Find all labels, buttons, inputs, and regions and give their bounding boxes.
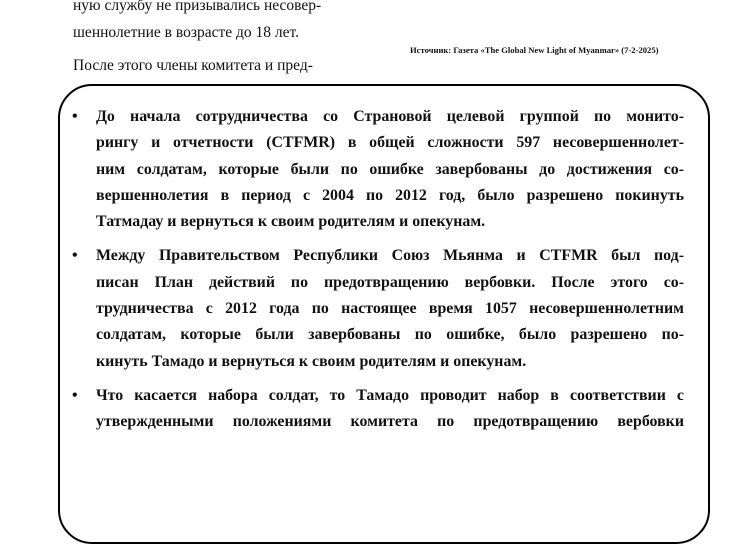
bullet-item xyxy=(72,383,684,436)
bullet-line: утвержденными положениями комитета по предотвращению вербовки xyxy=(96,413,684,431)
bullet-line: вершеннолетия в период с 2004 по 2012 год, было разрешено покинуть xyxy=(96,186,684,204)
bullet-line: Татмадау и вернуться к своим родителям и опекунам. xyxy=(96,213,486,231)
bullet-line: ним солдатам, которые были по ошибке завербованы до достижения со- xyxy=(96,160,684,178)
article-column-fragment xyxy=(73,0,363,79)
bullet-line: писан План действий по предотвращению вербовки. После этого со- xyxy=(96,273,684,291)
bullet-line: Между Правительством Республики Союз Мьянма и CTFMR был под- xyxy=(96,247,684,265)
bullet-line: кинуть Тамадо и вернуться к своим родителям и опекунам. xyxy=(96,352,527,370)
column-line: После этого члены комитета и пред- xyxy=(73,57,313,74)
bullet-line: солдатам, которые были завербованы по ошибке, было разрешено по- xyxy=(96,326,684,344)
bullet-dot: • xyxy=(72,247,78,265)
bullet-list xyxy=(72,104,684,444)
bullet-item xyxy=(72,243,684,374)
bullet-line: рингу и отчетности (CTFMR) в общей сложности 597 несовершеннолет- xyxy=(96,134,684,152)
bullet-item xyxy=(72,104,684,235)
bullet-dot: • xyxy=(72,386,78,404)
bullet-line: трудничества с 2012 года по настоящее время 1057 несовершеннолетним xyxy=(96,300,684,318)
column-line: шеннолетние в возрасте до 18 лет. xyxy=(73,24,299,41)
bullet-dot: • xyxy=(72,108,78,125)
bullet-line: До начала сотрудничества со Страновой целевой группой по монито- xyxy=(96,108,684,125)
source-note: Источник: Газета «The Global New Light of Myanmar» (7-2-2025) xyxy=(410,45,659,55)
bullet-line: Что касается набора солдат, то Тамадо проводит набор в соответствии с xyxy=(96,386,684,404)
column-line: ную службу не призывались несовер- xyxy=(73,0,322,14)
